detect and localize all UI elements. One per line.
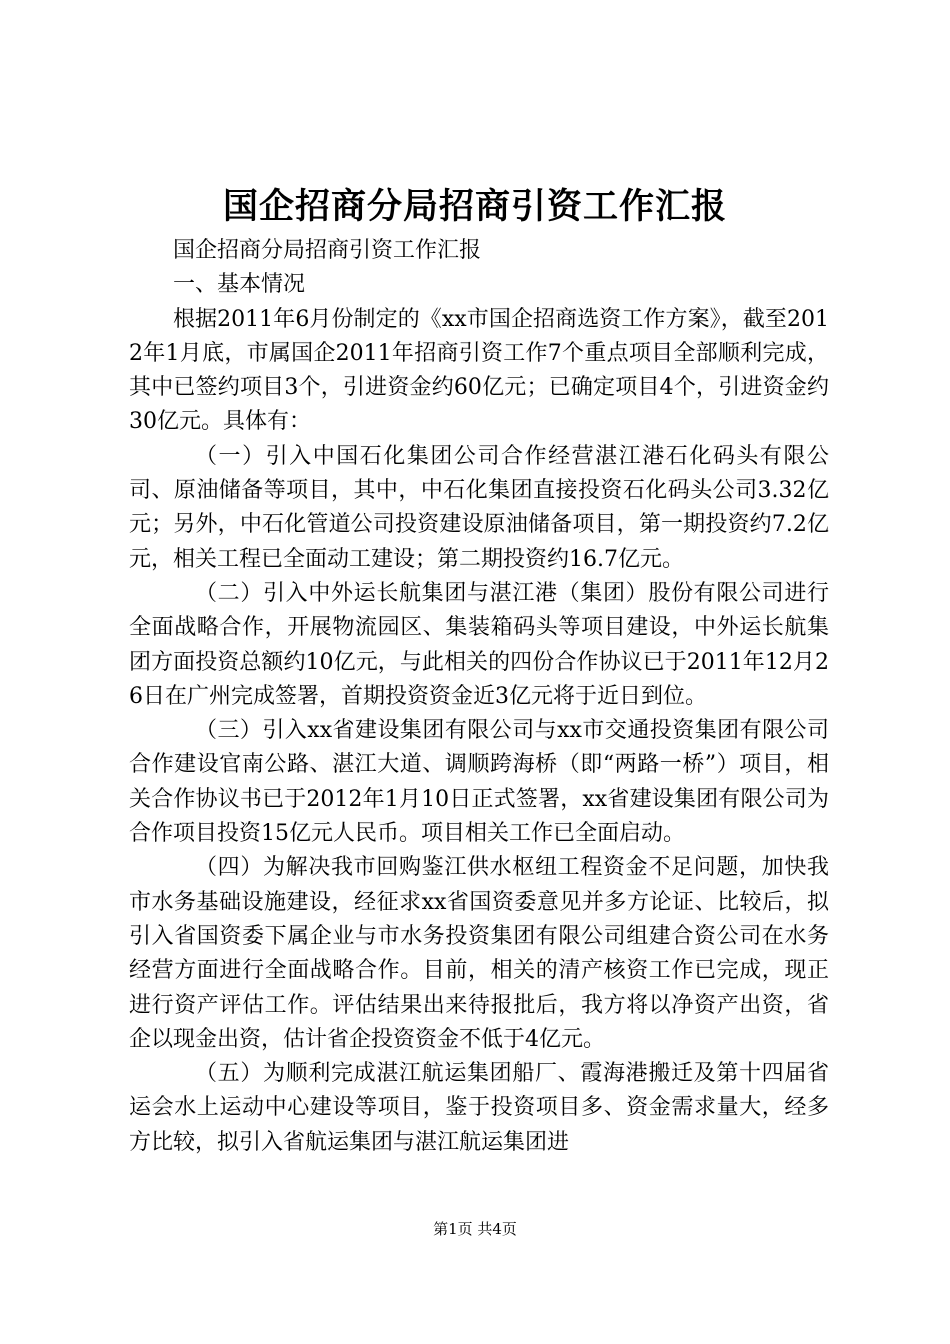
section-heading: 一、基本情况 — [173, 272, 306, 298]
page-footer: 第1页 共4页 — [433, 1220, 517, 1238]
document-body — [129, 234, 829, 1160]
subtitle-line: 国企招商分局招商引资工作汇报 — [173, 238, 482, 263]
paragraph-item-2: （二）引入中外运长航集团与湛江港（集团）股份有限公司进行全面战略合作，开展物流园区、集装箱码头等项目建设，中外运长航集团方面投资总额约10亿元，与此相关的四份合作协议已于2011年12月26日在广州完成签署，首期投资资金近3亿元将于近日到位。 — [129, 580, 829, 709]
paragraph-intro: 根据2011年6月份制定的《xx市国企招商选资工作方案》，截至2012年1月底，市属国企2011年招商引资工作7个重点项目全部顺利完成，其中已签约项目3个，引进资金约60亿元；已确定项目4个，引进资金约30亿元。具体有： — [129, 306, 829, 435]
paragraph-item-1: （一）引入中国石化集团公司合作经营湛江港石化码头有限公司、原油储备等项目，其中，中石化集团直接投资石化码头公司3.32亿元；另外，中石化管道公司投资建设原油储备项目，第一期投资约7.2亿元，相关工程已全面动工建设；第二期投资约16.7亿元。 — [129, 443, 829, 572]
paragraph-item-4: （四）为解决我市回购鉴江供水枢纽工程资金不足问题，加快我市水务基础设施建设，经征求xx省国资委意见并多方论证、比较后，拟引入省国资委下属企业与市水务投资集团有限公司组建合资公司在水务经营方面进行全面战略合作。目前，相关的清产核资工作已完成，现正进行资产评估工作。评估结果出来待报批后，我方将以净资产出资，省企以现金出资，估计省企投资资金不低于4亿元。 — [129, 855, 829, 1052]
paragraph-item-5: （五）为顺利完成湛江航运集团船厂、霞海港搬迁及第十四届省运会水上运动中心建设等项目，鉴于投资项目多、资金需求量大，经多方比较，拟引入省航运集团与湛江航运集团进 — [129, 1061, 829, 1155]
document-title: 国企招商分局招商引资工作汇报 — [222, 186, 727, 227]
paragraph-item-3: （三）引入xx省建设集团有限公司与xx市交通投资集团有限公司合作建设官南公路、湛江大道、调顺跨海桥（即“两路一桥”）项目，相关合作协议书已于2012年1月10日正式签署，xx省建设集团有限公司为合作项目投资15亿元人民币。项目相关工作已全面启动。 — [129, 718, 829, 847]
